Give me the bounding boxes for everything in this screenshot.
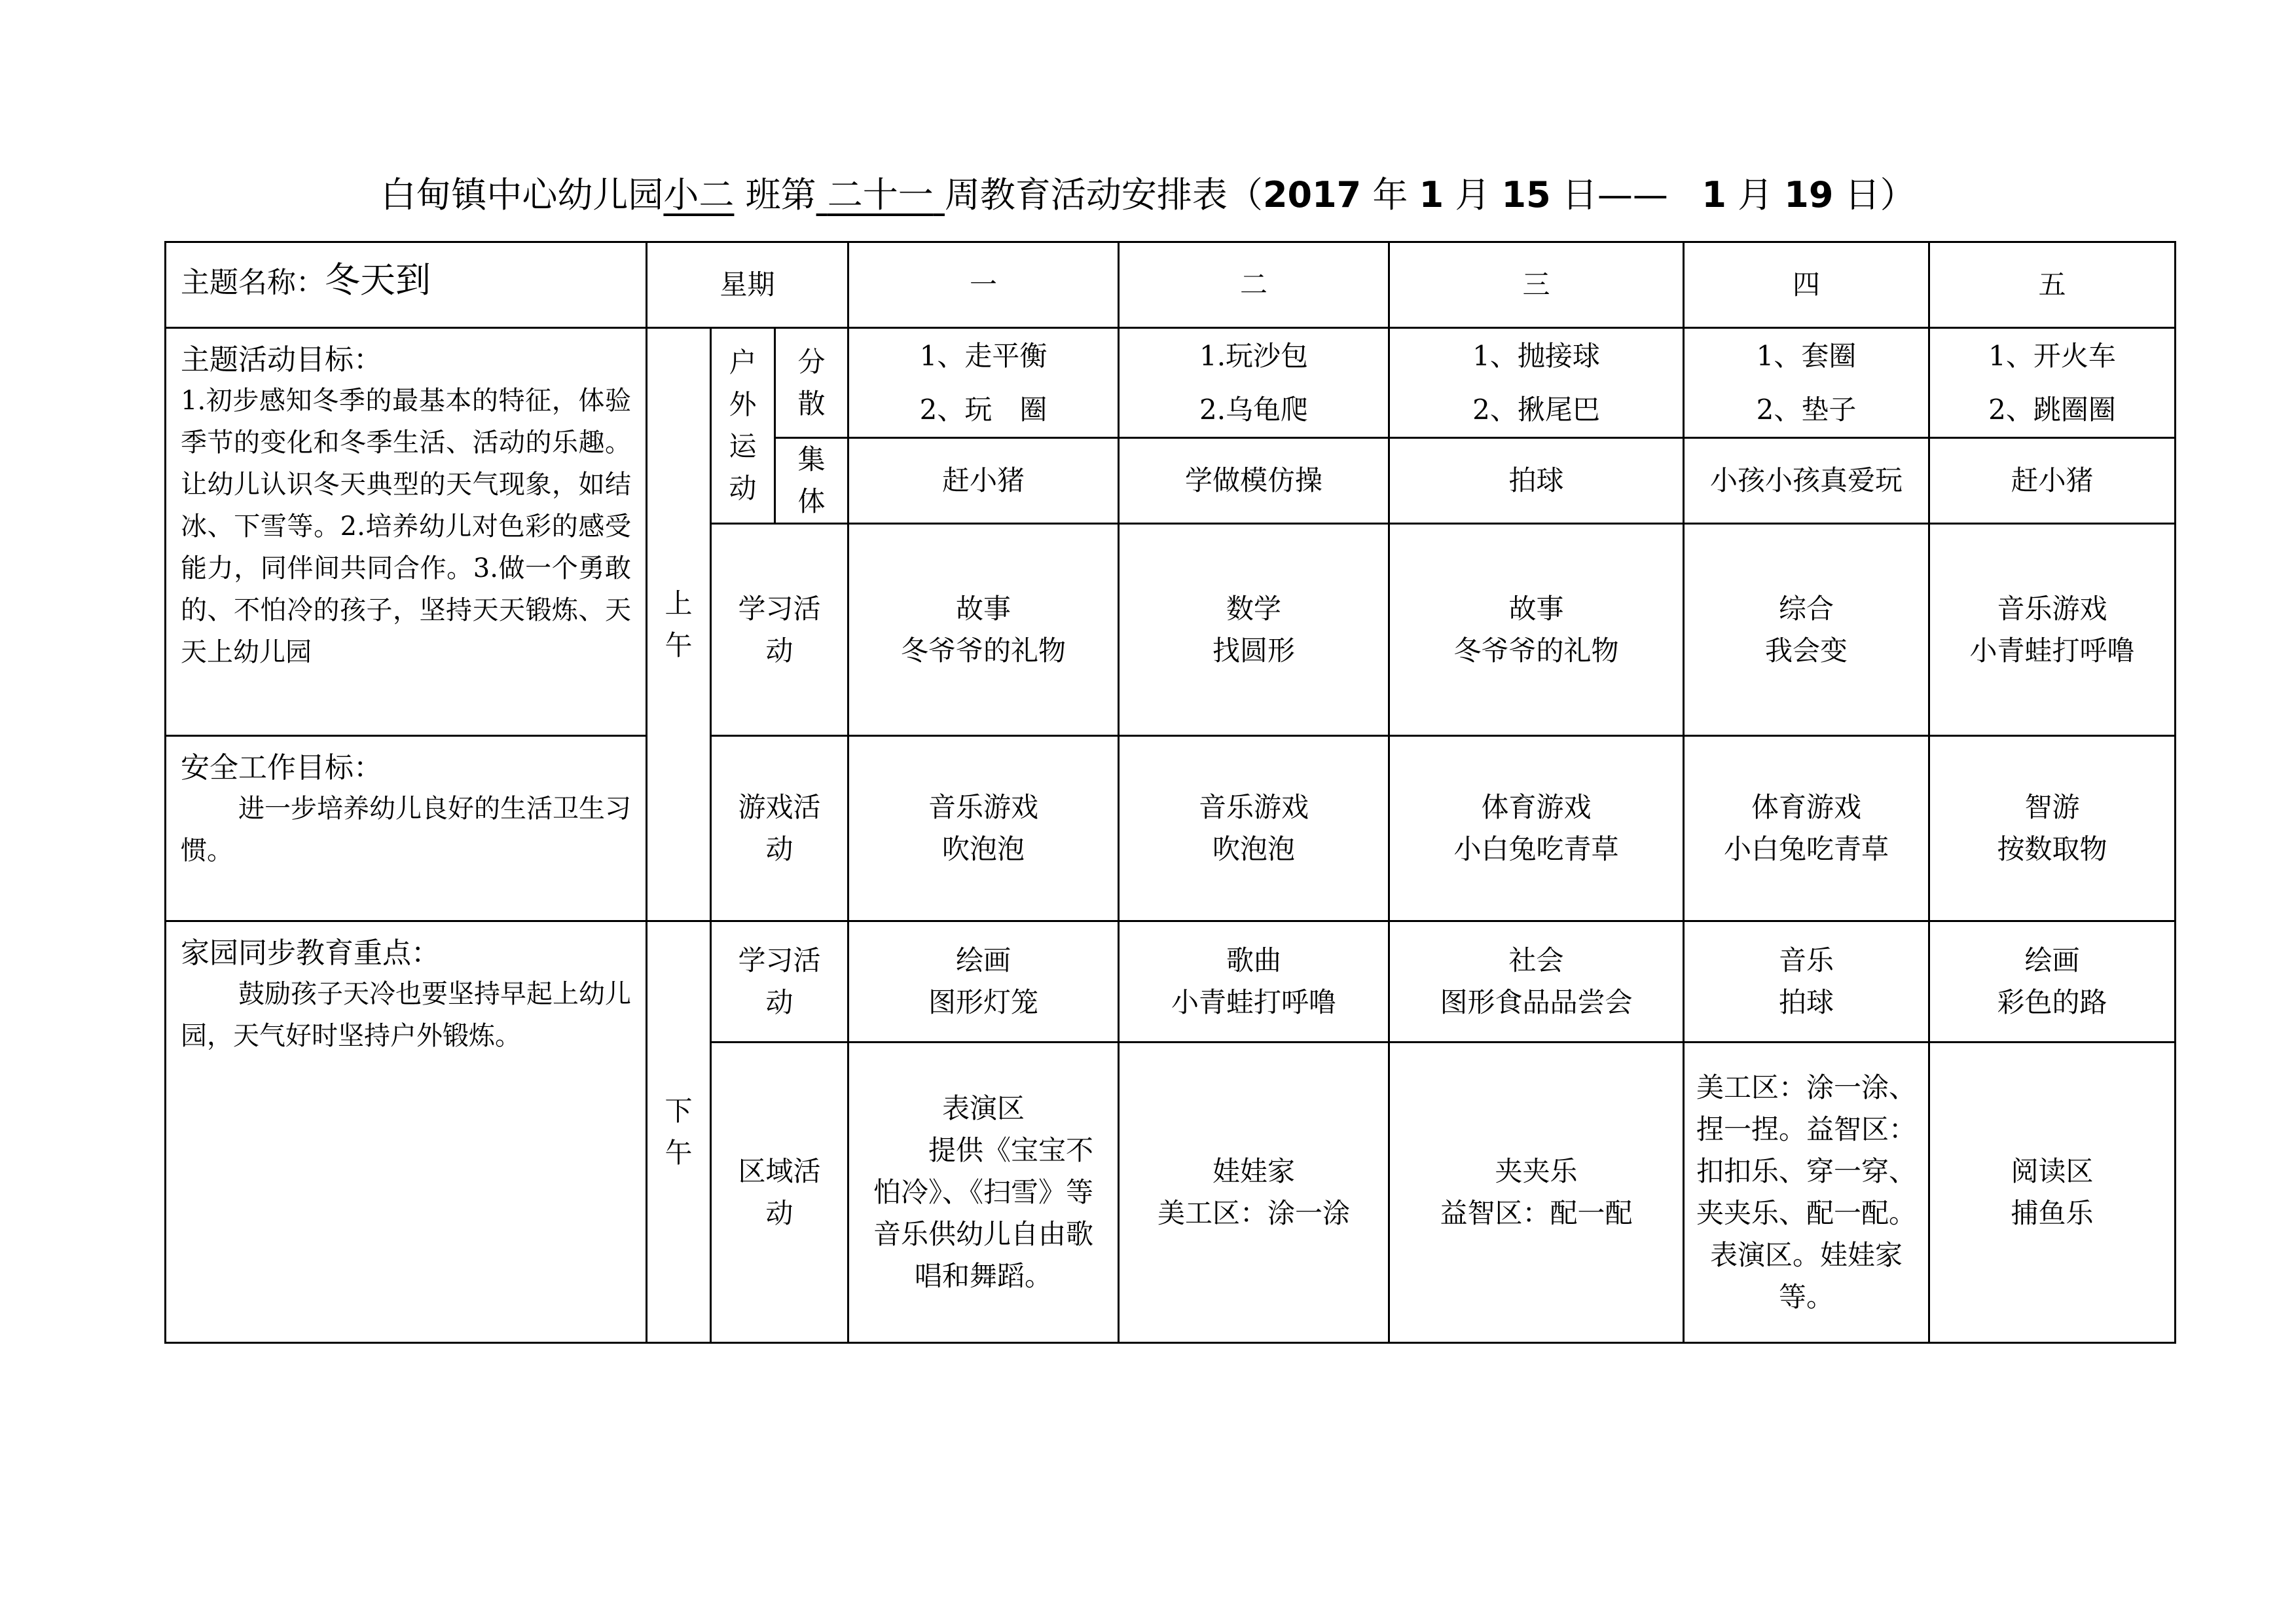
outdoor-scatter-wed: 1、抛接球 2、揪尾巴	[1389, 328, 1684, 438]
am-game-tue: 音乐游戏 吹泡泡	[1119, 736, 1389, 921]
outdoor-group-thu: 小孩小孩真爱玩	[1684, 438, 1929, 524]
theme-goal-text: 1.初步感知冬季的最基本的特征，体验季节的变化和冬季生活、活动的乐趣。让幼儿认识冬天典型的天气现象，如结冰、下雪等。2.培养幼儿对色彩的感受能力，同伴间共同合作。3.做一个勇敢的、不怕冷的孩子，坚持天天锻炼、天天上幼儿园	[181, 386, 631, 667]
home-sync-heading: 家园同步教育重点：	[181, 936, 440, 970]
am-game-mon: 音乐游戏 吹泡泡	[848, 736, 1119, 921]
am-game-label: 游戏活 动	[711, 736, 848, 921]
am-game-fri: 智游 按数取物	[1929, 736, 2176, 921]
am-game-wed: 体育游戏 小白兔吃青草	[1389, 736, 1684, 921]
outdoor-scatter-fri: 1、开火车 2、跳圈圈	[1929, 328, 2176, 438]
am-study-thu: 综合 我会变	[1684, 524, 1929, 736]
theme-label: 主题名称：	[181, 266, 325, 299]
outdoor-group-mon: 赶小猪	[848, 438, 1119, 524]
day-header-mon: 一	[848, 242, 1119, 328]
day-header-wed: 三	[1389, 242, 1684, 328]
day-header-fri: 五	[1929, 242, 2176, 328]
page-title: 白甸镇中心幼儿园小二 班第 二十一 周教育活动安排表（2017 年 1 月 15 日—— 1 月 19 日）	[380, 174, 1916, 215]
group-label: 集 体	[775, 438, 848, 524]
am-study-wed: 故事 冬爷爷的礼物	[1389, 524, 1684, 736]
pm-study-label: 学习活 动	[711, 921, 848, 1043]
outdoor-scatter-mon: 1、走平衡 2、玩 圈	[848, 328, 1119, 438]
safety-goal-text: 进一步培养幼儿良好的生活卫生习惯。	[181, 794, 631, 866]
pm-area-thu: 美工区：涂一涂、捏一捏。益智区：扣扣乐、穿一穿、夹夹乐、配一配。表演区。娃娃家等。	[1684, 1043, 1929, 1343]
outdoor-label: 户 外 运 动	[711, 328, 775, 524]
am-game-thu: 体育游戏 小白兔吃青草	[1684, 736, 1929, 921]
safety-goal-heading: 安全工作目标：	[181, 751, 382, 784]
outdoor-scatter-tue: 1.玩沙包 2.乌龟爬	[1119, 328, 1389, 438]
pm-study-thu: 音乐 拍球	[1684, 921, 1929, 1043]
pm-area-tue: 娃娃家 美工区：涂一涂	[1119, 1043, 1389, 1343]
theme-goal-cell	[166, 328, 647, 736]
outdoor-scatter-thu: 1、套圈 2、垫子	[1684, 328, 1929, 438]
am-game-row	[166, 736, 2176, 921]
weekday-label: 星期	[647, 242, 848, 328]
afternoon-label: 下 午	[647, 921, 711, 1343]
schedule-table	[164, 241, 2176, 1344]
outdoor-scatter-row	[166, 328, 2176, 438]
morning-label: 上 午	[647, 328, 711, 921]
theme-goal-heading: 主题活动目标：	[181, 343, 382, 377]
theme-cell	[166, 242, 647, 328]
am-study-fri: 音乐游戏 小青蛙打呼噜	[1929, 524, 2176, 736]
pm-area-wed: 夹夹乐 益智区：配一配	[1389, 1043, 1684, 1343]
am-study-mon: 故事 冬爷爷的礼物	[848, 524, 1119, 736]
day-header-thu: 四	[1684, 242, 1929, 328]
theme-name: 冬天到	[325, 259, 431, 301]
header-row	[166, 242, 2176, 328]
pm-study-fri: 绘画 彩色的路	[1929, 921, 2176, 1043]
safety-goal-cell	[166, 736, 647, 921]
outdoor-group-wed: 拍球	[1389, 438, 1684, 524]
scatter-label: 分 散	[775, 328, 848, 438]
pm-area-fri: 阅读区 捕鱼乐	[1929, 1043, 2176, 1343]
home-sync-text: 鼓励孩子天冷也要坚持早起上幼儿园，天气好时坚持户外锻炼。	[181, 979, 631, 1051]
outdoor-group-tue: 学做模仿操	[1119, 438, 1389, 524]
outdoor-group-fri: 赶小猪	[1929, 438, 2176, 524]
pm-area-mon: 表演区 提供《宝宝不怕冷》、《扫雪》等音乐供幼儿自由歌唱和舞蹈。	[848, 1043, 1119, 1343]
pm-study-mon: 绘画 图形灯笼	[848, 921, 1119, 1043]
pm-study-wed: 社会 图形食品品尝会	[1389, 921, 1684, 1043]
day-header-tue: 二	[1119, 242, 1389, 328]
am-study-label: 学习活 动	[711, 524, 848, 736]
am-study-tue: 数学 找圆形	[1119, 524, 1389, 736]
home-sync-cell	[166, 921, 647, 1343]
pm-area-label: 区域活 动	[711, 1043, 848, 1343]
pm-study-row	[166, 921, 2176, 1043]
pm-study-tue: 歌曲 小青蛙打呼噜	[1119, 921, 1389, 1043]
